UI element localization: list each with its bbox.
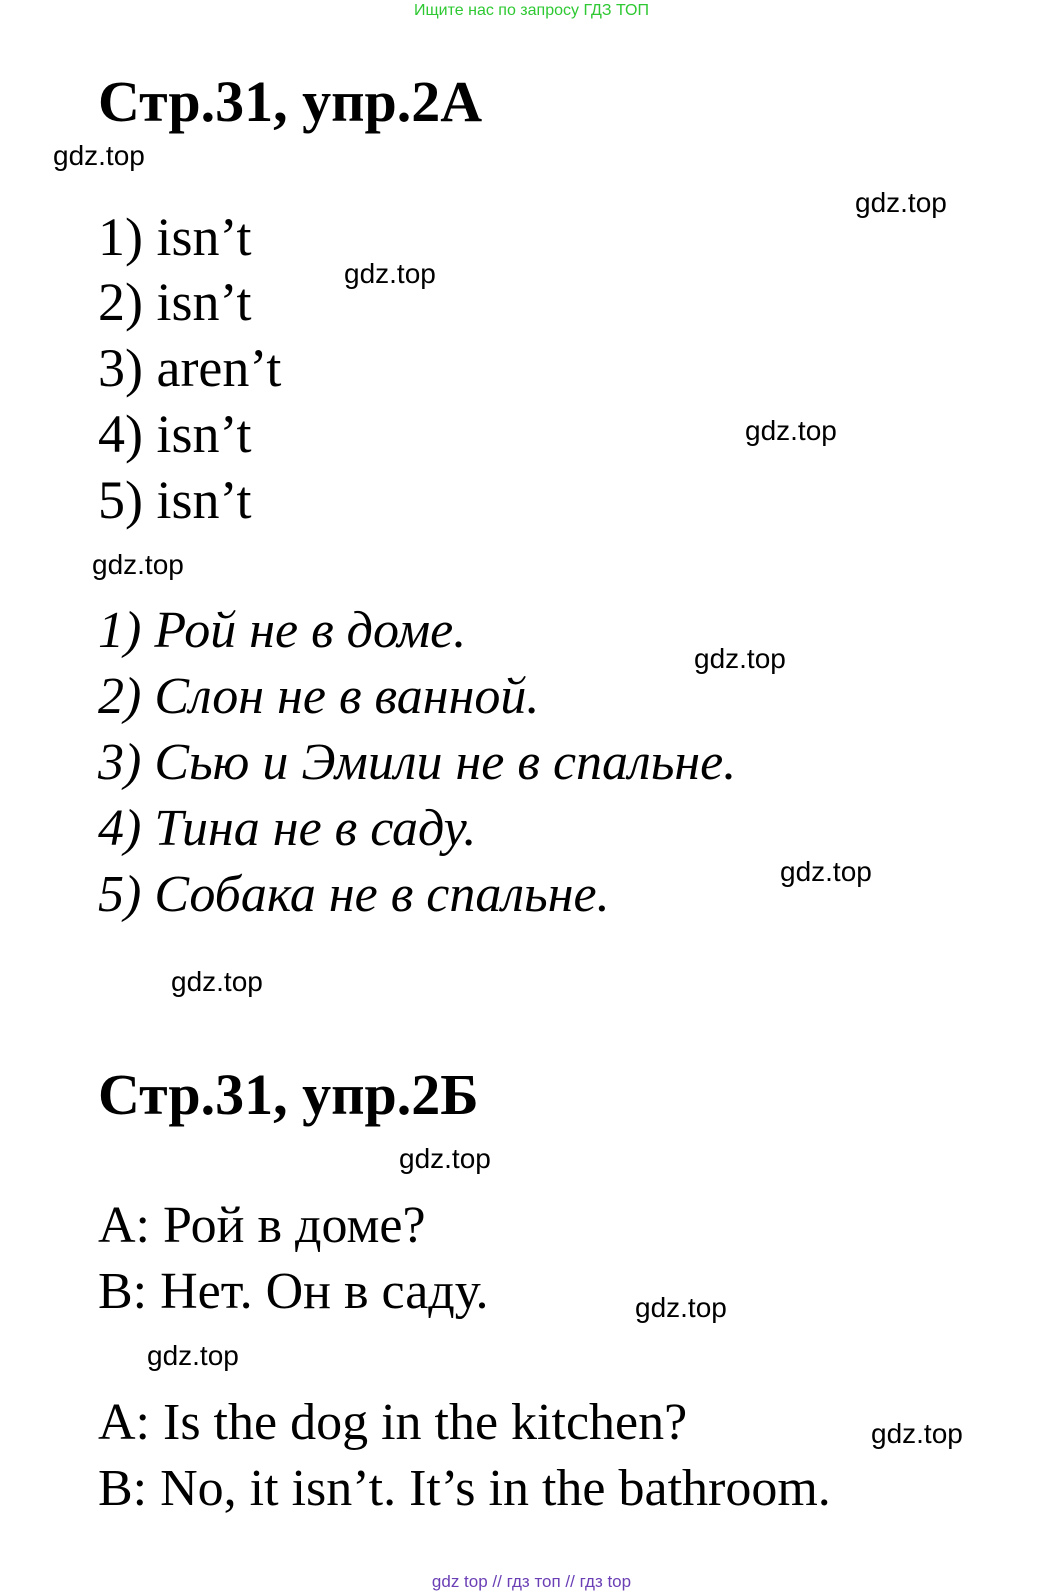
answer-item: 3) aren’t [98,338,282,398]
watermark: gdz.top [147,1340,239,1371]
dialog-line-en: B: No, it isn’t. It’s in the bathroom. [98,1460,831,1517]
answer-item: 1) isn’t [98,207,252,267]
answer-item: 4) isn’t [98,404,252,464]
watermark: gdz.top [344,258,436,289]
watermark: gdz.top [171,966,263,997]
watermark: gdz.top [780,856,872,887]
watermark: gdz.top [855,187,947,218]
watermark: gdz.top [871,1418,963,1449]
translation-item: 5) Собака не в спальне. [98,866,610,923]
watermark: gdz.top [694,643,786,674]
translation-item: 1) Рой не в доме. [98,602,467,659]
dialog-line-ru: A: Рой в доме? [98,1197,426,1254]
translation-item: 3) Сью и Эмили не в спальне. [98,734,737,791]
answer-item: 5) isn’t [98,470,252,530]
translation-item: 4) Тина не в саду. [98,800,477,857]
watermark: gdz.top [53,140,145,171]
top-banner: Ищите нас по запросу ГДЗ ТОП [414,2,649,19]
dialog-line-en: A: Is the dog in the kitchen? [98,1394,688,1451]
watermark: gdz.top [745,415,837,446]
answer-item: 2) isn’t [98,272,252,332]
translation-item: 2) Слон не в ванной. [98,668,540,725]
watermark: gdz.top [399,1143,491,1174]
footer-watermark: gdz top // гдз топ // гдз top [431,1572,632,1591]
section-b-heading: Стр.31, упр.2Б [98,1062,479,1127]
watermark: gdz.top [92,549,184,580]
dialog-line-ru: B: Нет. Он в саду. [98,1263,489,1320]
watermark: gdz.top [635,1292,727,1323]
section-a-heading: Стр.31, упр.2А [98,69,483,134]
